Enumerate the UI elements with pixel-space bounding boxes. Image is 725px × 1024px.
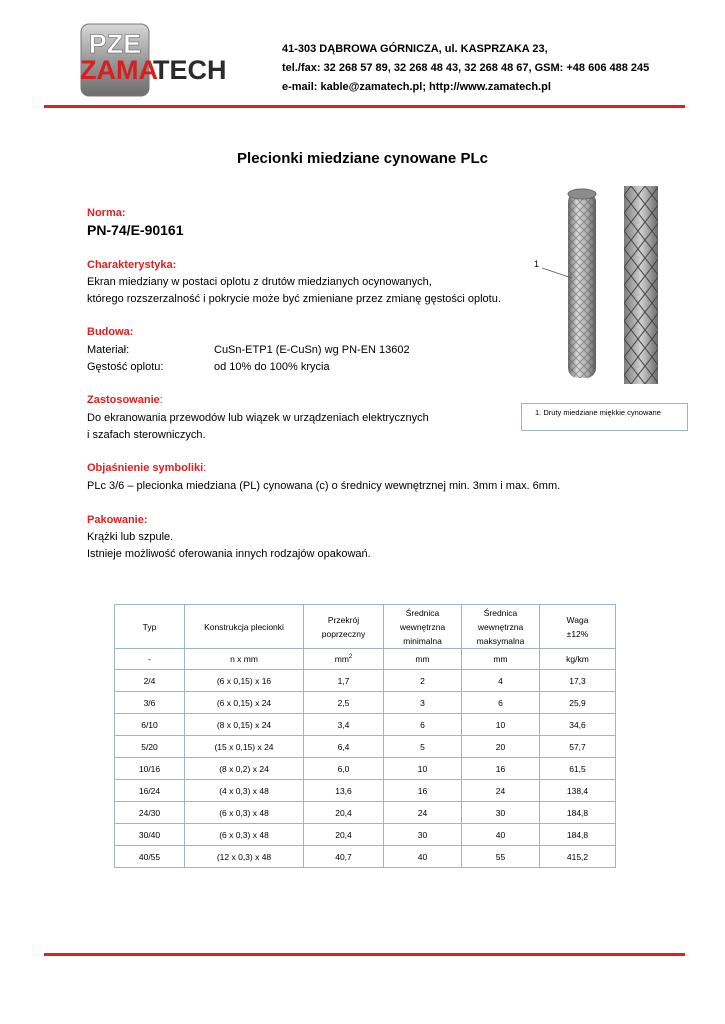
- cell-type: 2/4: [115, 670, 185, 692]
- cell-type: 3/6: [115, 692, 185, 714]
- cell-type: 5/20: [115, 736, 185, 758]
- material-key: Materiał:: [87, 344, 130, 356]
- footer-divider: [44, 953, 685, 956]
- symbols-label-colon: :: [203, 462, 207, 474]
- application-label: [87, 394, 163, 406]
- cell-construction: (12 x 0,3) x 48: [185, 846, 304, 868]
- cell-type: 6/10: [115, 714, 185, 736]
- cell-type: 30/40: [115, 824, 185, 846]
- construction-rows: [87, 342, 410, 376]
- cell-construction: (6 x 0,3) x 48: [185, 824, 304, 846]
- table-row: [115, 824, 616, 846]
- cell-max-diameter: 55: [462, 846, 540, 868]
- cell-construction: (6 x 0,15) x 16: [185, 670, 304, 692]
- callout-number: 1: [534, 259, 540, 269]
- cell-weight: 17,3: [540, 670, 616, 692]
- unit-max-diameter: mm: [462, 649, 540, 670]
- cell-cross-section: 6,4: [304, 736, 384, 758]
- cell-type: 10/16: [115, 758, 185, 780]
- unit-type: -: [115, 649, 185, 670]
- company-email[interactable]: e-mail: kable@zamatech.pl; http://www.zamatech.pl: [282, 81, 551, 93]
- material-value: CuSn-ETP1 (E-CuSn) wg PN-EN 13602: [214, 344, 410, 356]
- cell-cross-section: 13,6: [304, 780, 384, 802]
- characteristics-line: którego rozszerzalność i pokrycie może być zmieniane przez zmianę gęstości oplotu.: [87, 293, 501, 305]
- cell-min-diameter: 40: [384, 846, 462, 868]
- logo-text-top: PZE: [88, 29, 142, 59]
- header-cross-section: [304, 605, 384, 649]
- unit-weight: kg/km: [540, 649, 616, 670]
- cell-type: 24/30: [115, 802, 185, 824]
- cell-max-diameter: 24: [462, 780, 540, 802]
- spec-table: [114, 604, 616, 868]
- company-contact: [282, 40, 649, 97]
- construction-row-density: [87, 359, 410, 376]
- cell-construction: (4 x 0,3) x 48: [185, 780, 304, 802]
- header-line: ±12%: [566, 628, 589, 639]
- cell-max-diameter: 10: [462, 714, 540, 736]
- tubular-braid-image: [568, 189, 596, 378]
- header-type: Typ: [115, 605, 185, 649]
- characteristics-text: [87, 274, 501, 308]
- packaging-line: Istnieje możliwość oferowania innych rodzajów opakowań.: [87, 548, 371, 560]
- page-title: Plecionki miedziane cynowane PLc: [237, 150, 488, 167]
- cell-min-diameter: 5: [384, 736, 462, 758]
- unit-construction: n x mm: [185, 649, 304, 670]
- cell-weight: 61,5: [540, 758, 616, 780]
- cell-weight: 184,8: [540, 802, 616, 824]
- cell-weight: 138,4: [540, 780, 616, 802]
- table-row: [115, 780, 616, 802]
- braid-illustration: [540, 186, 670, 386]
- cell-weight: 415,2: [540, 846, 616, 868]
- caption-text: 1. Druty miedziane miękkie cynowane: [535, 408, 661, 417]
- cell-min-diameter: 10: [384, 758, 462, 780]
- application-label-colon: :: [159, 394, 163, 406]
- cell-construction: (8 x 0,2) x 24: [185, 758, 304, 780]
- table-body: [115, 670, 616, 868]
- header-line: Średnica: [405, 607, 440, 618]
- application-text: [87, 410, 429, 444]
- cell-max-diameter: 4: [462, 670, 540, 692]
- unit-cross-sup: 2: [348, 654, 353, 661]
- standard-label: Norma:: [87, 207, 126, 219]
- company-phone: tel./fax: 32 268 57 89, 32 268 48 43, 32 268 48 67, GSM: +48 606 488 245: [282, 62, 650, 74]
- cell-type: 40/55: [115, 846, 185, 868]
- unit-cross-base: mm: [334, 654, 349, 664]
- cell-weight: 25,9: [540, 692, 616, 714]
- table-row: [115, 736, 616, 758]
- table-row: [115, 846, 616, 868]
- application-line: i szafach sterowniczych.: [87, 429, 206, 441]
- cell-construction: (8 x 0,15) x 24: [185, 714, 304, 736]
- table-row: [115, 692, 616, 714]
- header-line: minimalna: [403, 635, 442, 646]
- symbols-text: PLc 3/6 – plecionka miedziana (PL) cynowana (c) o średnicy wewnętrznej min. 3mm i max. 6mm.: [87, 480, 561, 492]
- table-header-row: [115, 605, 616, 649]
- cell-min-diameter: 2: [384, 670, 462, 692]
- cell-weight: 184,8: [540, 824, 616, 846]
- header-line: wewnętrzna: [477, 621, 524, 632]
- cell-cross-section: 20,4: [304, 824, 384, 846]
- cell-construction: (6 x 0,3) x 48: [185, 802, 304, 824]
- header-construction: Konstrukcja plecionki: [185, 605, 304, 649]
- packaging-line: Krążki lub szpule.: [87, 531, 174, 543]
- flat-braid-image: [624, 186, 658, 384]
- characteristics-label: Charakterystyka:: [87, 259, 177, 271]
- unit-cross-section: [304, 649, 384, 670]
- standard-value: PN-74/E-90161: [87, 222, 184, 238]
- cell-type: 16/24: [115, 780, 185, 802]
- symbols-label-text: Objaśnienie symboliki: [87, 462, 204, 474]
- cell-weight: 57,7: [540, 736, 616, 758]
- header-divider: [44, 105, 685, 108]
- cell-max-diameter: 20: [462, 736, 540, 758]
- cell-construction: (15 x 0,15) x 24: [185, 736, 304, 758]
- packaging-text: [87, 529, 371, 563]
- cell-min-diameter: 3: [384, 692, 462, 714]
- characteristics-line: Ekran miedziany w postaci oplotu z drutów miedzianych ocynowanych,: [87, 276, 432, 288]
- symbols-label: [87, 462, 206, 474]
- application-line: Do ekranowania przewodów lub wiązek w urządzeniach elektrycznych: [87, 412, 429, 424]
- header-line: wewnętrzna: [399, 621, 446, 632]
- cell-cross-section: 2,5: [304, 692, 384, 714]
- logo-text-red: ZAMA: [80, 55, 158, 85]
- logo-text-dark: TECH: [153, 55, 227, 85]
- header-max-diameter: [462, 605, 540, 649]
- header-line: Przekrój: [327, 614, 360, 625]
- cell-cross-section: 1,7: [304, 670, 384, 692]
- callout-leader-line: [542, 268, 572, 278]
- cell-construction: (6 x 0,15) x 24: [185, 692, 304, 714]
- cell-cross-section: 20,4: [304, 802, 384, 824]
- cell-min-diameter: 24: [384, 802, 462, 824]
- cell-cross-section: 6,0: [304, 758, 384, 780]
- table-row: [115, 802, 616, 824]
- company-logo: [78, 22, 250, 102]
- header-line: Średnica: [483, 607, 518, 618]
- construction-row-material: [87, 342, 410, 359]
- construction-label: Budowa:: [87, 326, 134, 338]
- cell-min-diameter: 16: [384, 780, 462, 802]
- header-line: Waga: [566, 614, 589, 625]
- table-row: [115, 714, 616, 736]
- packaging-label: Pakowanie:: [87, 514, 148, 526]
- application-label-text: Zastosowanie: [87, 394, 160, 406]
- cell-max-diameter: 30: [462, 802, 540, 824]
- cell-cross-section: 40,7: [304, 846, 384, 868]
- table-row: [115, 670, 616, 692]
- cell-max-diameter: 6: [462, 692, 540, 714]
- table-row: [115, 758, 616, 780]
- company-address: 41-303 DĄBROWA GÓRNICZA, ul. KASPRZAKA 23,: [282, 43, 548, 55]
- density-value: od 10% do 100% krycia: [214, 361, 330, 373]
- header-min-diameter: [384, 605, 462, 649]
- cell-cross-section: 3,4: [304, 714, 384, 736]
- header-weight: [540, 605, 616, 649]
- density-key: Gęstość oplotu:: [87, 361, 164, 373]
- header-line: maksymalna: [476, 635, 525, 646]
- cell-min-diameter: 6: [384, 714, 462, 736]
- cell-max-diameter: 40: [462, 824, 540, 846]
- cell-min-diameter: 30: [384, 824, 462, 846]
- table-units-row: [115, 649, 616, 670]
- unit-min-diameter: mm: [384, 649, 462, 670]
- cell-weight: 34,6: [540, 714, 616, 736]
- cell-max-diameter: 16: [462, 758, 540, 780]
- header-line: poprzeczny: [321, 628, 366, 639]
